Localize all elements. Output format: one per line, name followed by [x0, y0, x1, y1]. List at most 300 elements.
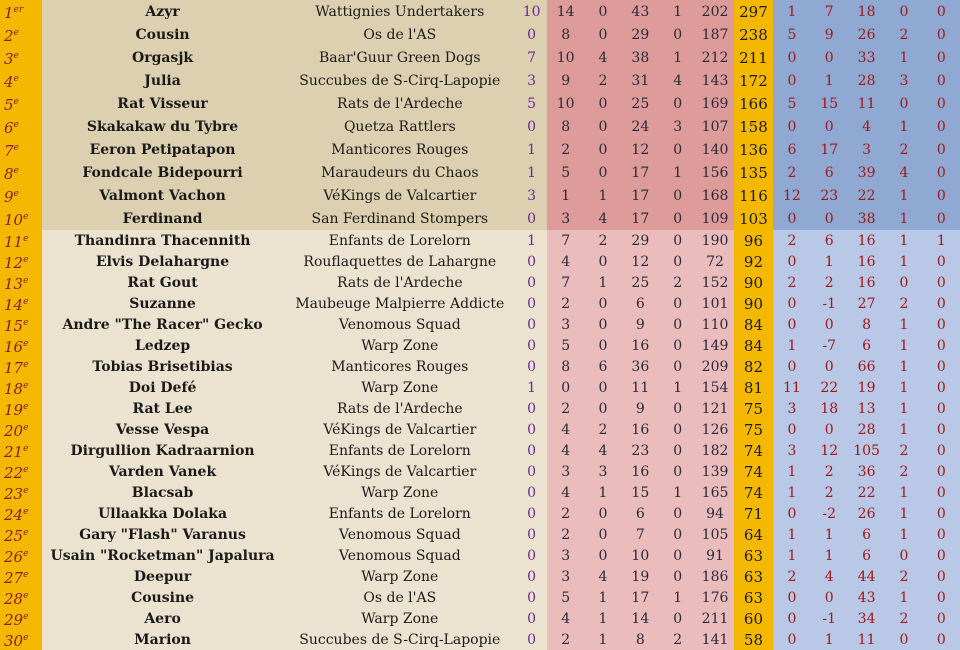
cell-s4: 0: [659, 440, 696, 461]
cell-team: Warp Zone: [283, 377, 516, 398]
cell-total: 84: [734, 314, 774, 335]
cell-s2: 1: [584, 184, 621, 207]
cell-s1: 2: [547, 293, 584, 314]
cell-b3: 33: [848, 46, 885, 69]
cell-b2: 0: [811, 46, 848, 69]
cell-s4: 0: [659, 314, 696, 335]
rank-number: 29: [4, 611, 24, 629]
cell-b4: 1: [885, 587, 922, 608]
cell-rank: [0, 161, 42, 184]
cell-s3: 23: [622, 440, 659, 461]
cell-s5: 101: [696, 293, 733, 314]
cell-b4: 1: [885, 503, 922, 524]
cell-total: 82: [734, 356, 774, 377]
cell-s2: 0: [584, 503, 621, 524]
cell-s0: 0: [516, 461, 547, 482]
cell-s1: 8: [547, 356, 584, 377]
cell-team: Rats de l'Ardeche: [283, 272, 516, 293]
cell-b1: 5: [773, 92, 810, 115]
rank-suffix: e: [23, 612, 29, 622]
cell-coach: Ullaakka Dolaka: [42, 503, 284, 524]
cell-total: 75: [734, 398, 774, 419]
cell-b1: 0: [773, 251, 810, 272]
cell-coach: Doi Defé: [42, 377, 284, 398]
cell-rank: [0, 587, 42, 608]
cell-b2: 6: [811, 230, 848, 251]
cell-s3: 36: [622, 356, 659, 377]
cell-total: 297: [734, 0, 774, 23]
cell-s3: 17: [622, 161, 659, 184]
cell-total: 63: [734, 545, 774, 566]
cell-b4: 0: [885, 0, 922, 23]
cell-coach: Andre "The Racer" Gecko: [42, 314, 284, 335]
cell-total: 75: [734, 419, 774, 440]
cell-coach: Aero: [42, 608, 284, 629]
cell-s1: 5: [547, 161, 584, 184]
rank-suffix: e: [23, 528, 29, 538]
cell-total: 63: [734, 587, 774, 608]
rank-suffix: e: [23, 465, 29, 475]
cell-b4: 2: [885, 138, 922, 161]
cell-s0: 0: [516, 356, 547, 377]
cell-b4: 0: [885, 272, 922, 293]
cell-coach: Blacsab: [42, 482, 284, 503]
cell-b4: 1: [885, 335, 922, 356]
cell-coach: Skakakaw du Tybre: [42, 115, 284, 138]
cell-s3: 29: [622, 23, 659, 46]
cell-coach: Orgasjk: [42, 46, 284, 69]
cell-s5: 143: [696, 69, 733, 92]
cell-s4: 0: [659, 184, 696, 207]
cell-s2: 0: [584, 23, 621, 46]
cell-b4: 2: [885, 440, 922, 461]
cell-s5: 156: [696, 161, 733, 184]
cell-s1: 2: [547, 398, 584, 419]
cell-s0: 0: [516, 566, 547, 587]
cell-s1: 1: [547, 184, 584, 207]
cell-b1: 11: [773, 377, 810, 398]
cell-b4: 1: [885, 419, 922, 440]
cell-b1: 2: [773, 272, 810, 293]
cell-coach: Vesse Vespa: [42, 419, 284, 440]
cell-s2: 4: [584, 440, 621, 461]
cell-s5: 186: [696, 566, 733, 587]
cell-total: 96: [734, 230, 774, 251]
cell-b5: 0: [923, 503, 960, 524]
cell-total: 63: [734, 566, 774, 587]
cell-b1: 0: [773, 419, 810, 440]
cell-b1: 6: [773, 138, 810, 161]
cell-b3: 6: [848, 545, 885, 566]
table-row[interactable]: [0, 23, 960, 46]
table-row[interactable]: [0, 608, 960, 629]
cell-coach: Rat Lee: [42, 398, 284, 419]
cell-s4: 0: [659, 92, 696, 115]
cell-b4: 0: [885, 545, 922, 566]
cell-s4: 1: [659, 377, 696, 398]
cell-b4: 1: [885, 482, 922, 503]
cell-b5: 0: [923, 69, 960, 92]
cell-s4: 0: [659, 419, 696, 440]
rank-number: 28: [4, 590, 24, 608]
cell-total: 166: [734, 92, 774, 115]
cell-b2: 17: [811, 138, 848, 161]
cell-s1: 3: [547, 545, 584, 566]
cell-total: 90: [734, 293, 774, 314]
table-row[interactable]: [0, 207, 960, 230]
cell-b1: 5: [773, 23, 810, 46]
cell-b5: 0: [923, 524, 960, 545]
rank-number: 9: [4, 188, 14, 206]
cell-s0: 1: [516, 377, 547, 398]
cell-total: 71: [734, 503, 774, 524]
table-row[interactable]: [0, 0, 960, 23]
cell-s1: 2: [547, 524, 584, 545]
cell-s1: 9: [547, 69, 584, 92]
cell-total: 92: [734, 251, 774, 272]
cell-s5: 126: [696, 419, 733, 440]
cell-s1: 2: [547, 503, 584, 524]
cell-b2: 2: [811, 482, 848, 503]
table-row[interactable]: [0, 461, 960, 482]
cell-total: 58: [734, 629, 774, 650]
cell-b3: 22: [848, 184, 885, 207]
cell-s5: 154: [696, 377, 733, 398]
cell-b5: 1: [923, 230, 960, 251]
cell-rank: [0, 419, 42, 440]
table-row[interactable]: [0, 377, 960, 398]
cell-team: Warp Zone: [283, 335, 516, 356]
cell-rank: [0, 230, 42, 251]
table-row[interactable]: [0, 398, 960, 419]
cell-rank: [0, 207, 42, 230]
cell-team: Manticores Rouges: [283, 138, 516, 161]
cell-team: Baar'Guur Green Dogs: [283, 46, 516, 69]
table-row[interactable]: [0, 251, 960, 272]
cell-s5: 168: [696, 184, 733, 207]
cell-b2: -1: [811, 293, 848, 314]
cell-total: 135: [734, 161, 774, 184]
cell-coach: Cousin: [42, 23, 284, 46]
cell-s3: 11: [622, 377, 659, 398]
cell-b5: 0: [923, 207, 960, 230]
cell-team: Maraudeurs du Chaos: [283, 161, 516, 184]
cell-s2: 0: [584, 138, 621, 161]
cell-s4: 2: [659, 272, 696, 293]
cell-s3: 6: [622, 503, 659, 524]
table-row[interactable]: [0, 293, 960, 314]
table-row[interactable]: [0, 587, 960, 608]
cell-rank: [0, 314, 42, 335]
cell-coach: Elvis Delahargne: [42, 251, 284, 272]
rank-suffix: e: [23, 276, 29, 286]
cell-team: Warp Zone: [283, 566, 516, 587]
cell-total: 90: [734, 272, 774, 293]
cell-s1: 3: [547, 461, 584, 482]
cell-rank: [0, 566, 42, 587]
cell-b5: 0: [923, 314, 960, 335]
table-row[interactable]: [0, 184, 960, 207]
cell-b5: 0: [923, 335, 960, 356]
table-row[interactable]: [0, 440, 960, 461]
cell-team: Manticores Rouges: [283, 356, 516, 377]
cell-s3: 6: [622, 293, 659, 314]
cell-b1: 0: [773, 207, 810, 230]
cell-s4: 0: [659, 566, 696, 587]
cell-b2: 15: [811, 92, 848, 115]
cell-coach: Deepur: [42, 566, 284, 587]
cell-total: 211: [734, 46, 774, 69]
cell-b5: 0: [923, 293, 960, 314]
table-row[interactable]: [0, 314, 960, 335]
rank-suffix: e: [23, 486, 29, 496]
cell-team: Succubes de S-Cirq-Lapopie: [283, 629, 516, 650]
cell-team: Rats de l'Ardeche: [283, 92, 516, 115]
cell-b2: 7: [811, 0, 848, 23]
cell-b1: 1: [773, 482, 810, 503]
cell-s0: 0: [516, 608, 547, 629]
cell-s0: 1: [516, 138, 547, 161]
cell-team: San Ferdinand Stompers: [283, 207, 516, 230]
cell-s2: 1: [584, 608, 621, 629]
cell-s5: 152: [696, 272, 733, 293]
cell-s3: 16: [622, 419, 659, 440]
cell-s1: 5: [547, 587, 584, 608]
cell-s3: 14: [622, 608, 659, 629]
cell-rank: [0, 92, 42, 115]
cell-rank: [0, 356, 42, 377]
cell-s3: 9: [622, 314, 659, 335]
cell-s4: 4: [659, 69, 696, 92]
cell-s4: 1: [659, 482, 696, 503]
cell-s2: 0: [584, 115, 621, 138]
table-row[interactable]: [0, 69, 960, 92]
cell-coach: Ferdinand: [42, 207, 284, 230]
cell-b1: 1: [773, 545, 810, 566]
cell-s1: 4: [547, 440, 584, 461]
table-row[interactable]: [0, 92, 960, 115]
table-row[interactable]: [0, 545, 960, 566]
cell-s0: 0: [516, 398, 547, 419]
cell-b2: 9: [811, 23, 848, 46]
cell-b3: 26: [848, 23, 885, 46]
cell-coach: Thandinra Thacennith: [42, 230, 284, 251]
cell-b5: 0: [923, 482, 960, 503]
cell-s5: 72: [696, 251, 733, 272]
table-row[interactable]: [0, 272, 960, 293]
cell-s5: 212: [696, 46, 733, 69]
table-row[interactable]: [0, 629, 960, 650]
rank-number: 5: [4, 96, 14, 114]
cell-b2: 0: [811, 419, 848, 440]
cell-s4: 1: [659, 46, 696, 69]
cell-b5: 0: [923, 272, 960, 293]
cell-b1: 0: [773, 356, 810, 377]
cell-s1: 5: [547, 335, 584, 356]
cell-b3: 27: [848, 293, 885, 314]
cell-b2: 1: [811, 629, 848, 650]
cell-s3: 31: [622, 69, 659, 92]
cell-b3: 18: [848, 0, 885, 23]
cell-s1: 10: [547, 46, 584, 69]
cell-b4: 2: [885, 293, 922, 314]
cell-s2: 0: [584, 293, 621, 314]
cell-b1: 2: [773, 230, 810, 251]
table-row[interactable]: [0, 115, 960, 138]
cell-s0: 3: [516, 184, 547, 207]
cell-b3: 16: [848, 230, 885, 251]
table-row[interactable]: [0, 230, 960, 251]
cell-b5: 0: [923, 46, 960, 69]
cell-b4: 2: [885, 23, 922, 46]
cell-s3: 10: [622, 545, 659, 566]
rank-number: 25: [4, 527, 24, 545]
table-row[interactable]: [0, 335, 960, 356]
cell-s2: 6: [584, 356, 621, 377]
cell-b3: 44: [848, 566, 885, 587]
table-row[interactable]: [0, 356, 960, 377]
cell-s0: 3: [516, 69, 547, 92]
cell-b3: 19: [848, 377, 885, 398]
cell-b1: 0: [773, 46, 810, 69]
cell-b5: 0: [923, 419, 960, 440]
cell-s4: 0: [659, 207, 696, 230]
cell-s0: 0: [516, 207, 547, 230]
cell-s3: 17: [622, 587, 659, 608]
cell-total: 81: [734, 377, 774, 398]
cell-s3: 12: [622, 251, 659, 272]
cell-team: Venomous Squad: [283, 314, 516, 335]
cell-b4: 2: [885, 566, 922, 587]
cell-coach: Usain "Rocketman" Japalura: [42, 545, 284, 566]
cell-s2: 4: [584, 566, 621, 587]
table-row[interactable]: [0, 524, 960, 545]
cell-s4: 0: [659, 356, 696, 377]
table-row[interactable]: [0, 161, 960, 184]
cell-b3: 11: [848, 92, 885, 115]
cell-s1: 8: [547, 115, 584, 138]
cell-s0: 0: [516, 587, 547, 608]
cell-rank: [0, 440, 42, 461]
cell-s5: 187: [696, 23, 733, 46]
cell-b2: 0: [811, 115, 848, 138]
cell-b3: 11: [848, 629, 885, 650]
cell-total: 84: [734, 335, 774, 356]
cell-s4: 0: [659, 608, 696, 629]
cell-b2: 0: [811, 587, 848, 608]
cell-team: Os de l'AS: [283, 587, 516, 608]
cell-s5: 169: [696, 92, 733, 115]
rank-suffix: e: [23, 360, 29, 370]
cell-s0: 0: [516, 115, 547, 138]
cell-s3: 43: [622, 0, 659, 23]
cell-b3: 36: [848, 461, 885, 482]
cell-s1: 4: [547, 419, 584, 440]
cell-b3: 4: [848, 115, 885, 138]
cell-b5: 0: [923, 461, 960, 482]
cell-rank: [0, 608, 42, 629]
cell-team: Enfants de Lorelorn: [283, 440, 516, 461]
cell-b1: 0: [773, 293, 810, 314]
cell-s5: 139: [696, 461, 733, 482]
cell-s0: 0: [516, 251, 547, 272]
cell-coach: Valmont Vachon: [42, 184, 284, 207]
cell-b2: 0: [811, 314, 848, 335]
cell-s2: 0: [584, 161, 621, 184]
cell-b1: 0: [773, 115, 810, 138]
cell-s2: 0: [584, 398, 621, 419]
cell-s2: 0: [584, 377, 621, 398]
table-row[interactable]: [0, 503, 960, 524]
rank-suffix: e: [13, 97, 19, 107]
cell-rank: [0, 251, 42, 272]
table-row[interactable]: [0, 46, 960, 69]
cell-b3: 16: [848, 251, 885, 272]
cell-s3: 38: [622, 46, 659, 69]
cell-s0: 1: [516, 161, 547, 184]
cell-b4: 1: [885, 207, 922, 230]
cell-s4: 1: [659, 587, 696, 608]
cell-team: Enfants de Lorelorn: [283, 230, 516, 251]
cell-b5: 0: [923, 184, 960, 207]
cell-s4: 0: [659, 461, 696, 482]
cell-b1: 2: [773, 566, 810, 587]
cell-b1: 1: [773, 0, 810, 23]
cell-team: Maubeuge Malpierre Addicte: [283, 293, 516, 314]
cell-b4: 2: [885, 608, 922, 629]
cell-s5: 105: [696, 524, 733, 545]
cell-b5: 0: [923, 92, 960, 115]
cell-rank: [0, 377, 42, 398]
rank-suffix: e: [23, 255, 29, 265]
cell-b1: 0: [773, 608, 810, 629]
table-row[interactable]: [0, 138, 960, 161]
cell-total: 172: [734, 69, 774, 92]
rank-suffix: e: [13, 51, 19, 61]
cell-s3: 25: [622, 92, 659, 115]
cell-s1: 3: [547, 314, 584, 335]
cell-b3: 3: [848, 138, 885, 161]
table-row[interactable]: [0, 482, 960, 503]
cell-b4: 2: [885, 461, 922, 482]
cell-s2: 1: [584, 482, 621, 503]
cell-coach: Eeron Petipatapon: [42, 138, 284, 161]
cell-s3: 8: [622, 629, 659, 650]
table-row[interactable]: [0, 566, 960, 587]
cell-s0: 10: [516, 0, 547, 23]
cell-b4: 1: [885, 46, 922, 69]
cell-b4: 4: [885, 161, 922, 184]
cell-rank: [0, 69, 42, 92]
cell-s0: 0: [516, 629, 547, 650]
rank-suffix: e: [23, 444, 29, 454]
rank-number: 10: [4, 211, 24, 229]
cell-s2: 1: [584, 629, 621, 650]
cell-b4: 1: [885, 251, 922, 272]
cell-b3: 8: [848, 314, 885, 335]
rank-suffix: e: [13, 143, 19, 153]
cell-s0: 0: [516, 314, 547, 335]
cell-s2: 0: [584, 545, 621, 566]
table-row[interactable]: [0, 419, 960, 440]
rank-number: 11: [4, 233, 24, 251]
rank-number: 20: [4, 422, 24, 440]
rank-suffix: e: [23, 570, 29, 580]
cell-b3: 38: [848, 207, 885, 230]
cell-s2: 2: [584, 230, 621, 251]
cell-s1: 4: [547, 482, 584, 503]
cell-b1: 0: [773, 69, 810, 92]
